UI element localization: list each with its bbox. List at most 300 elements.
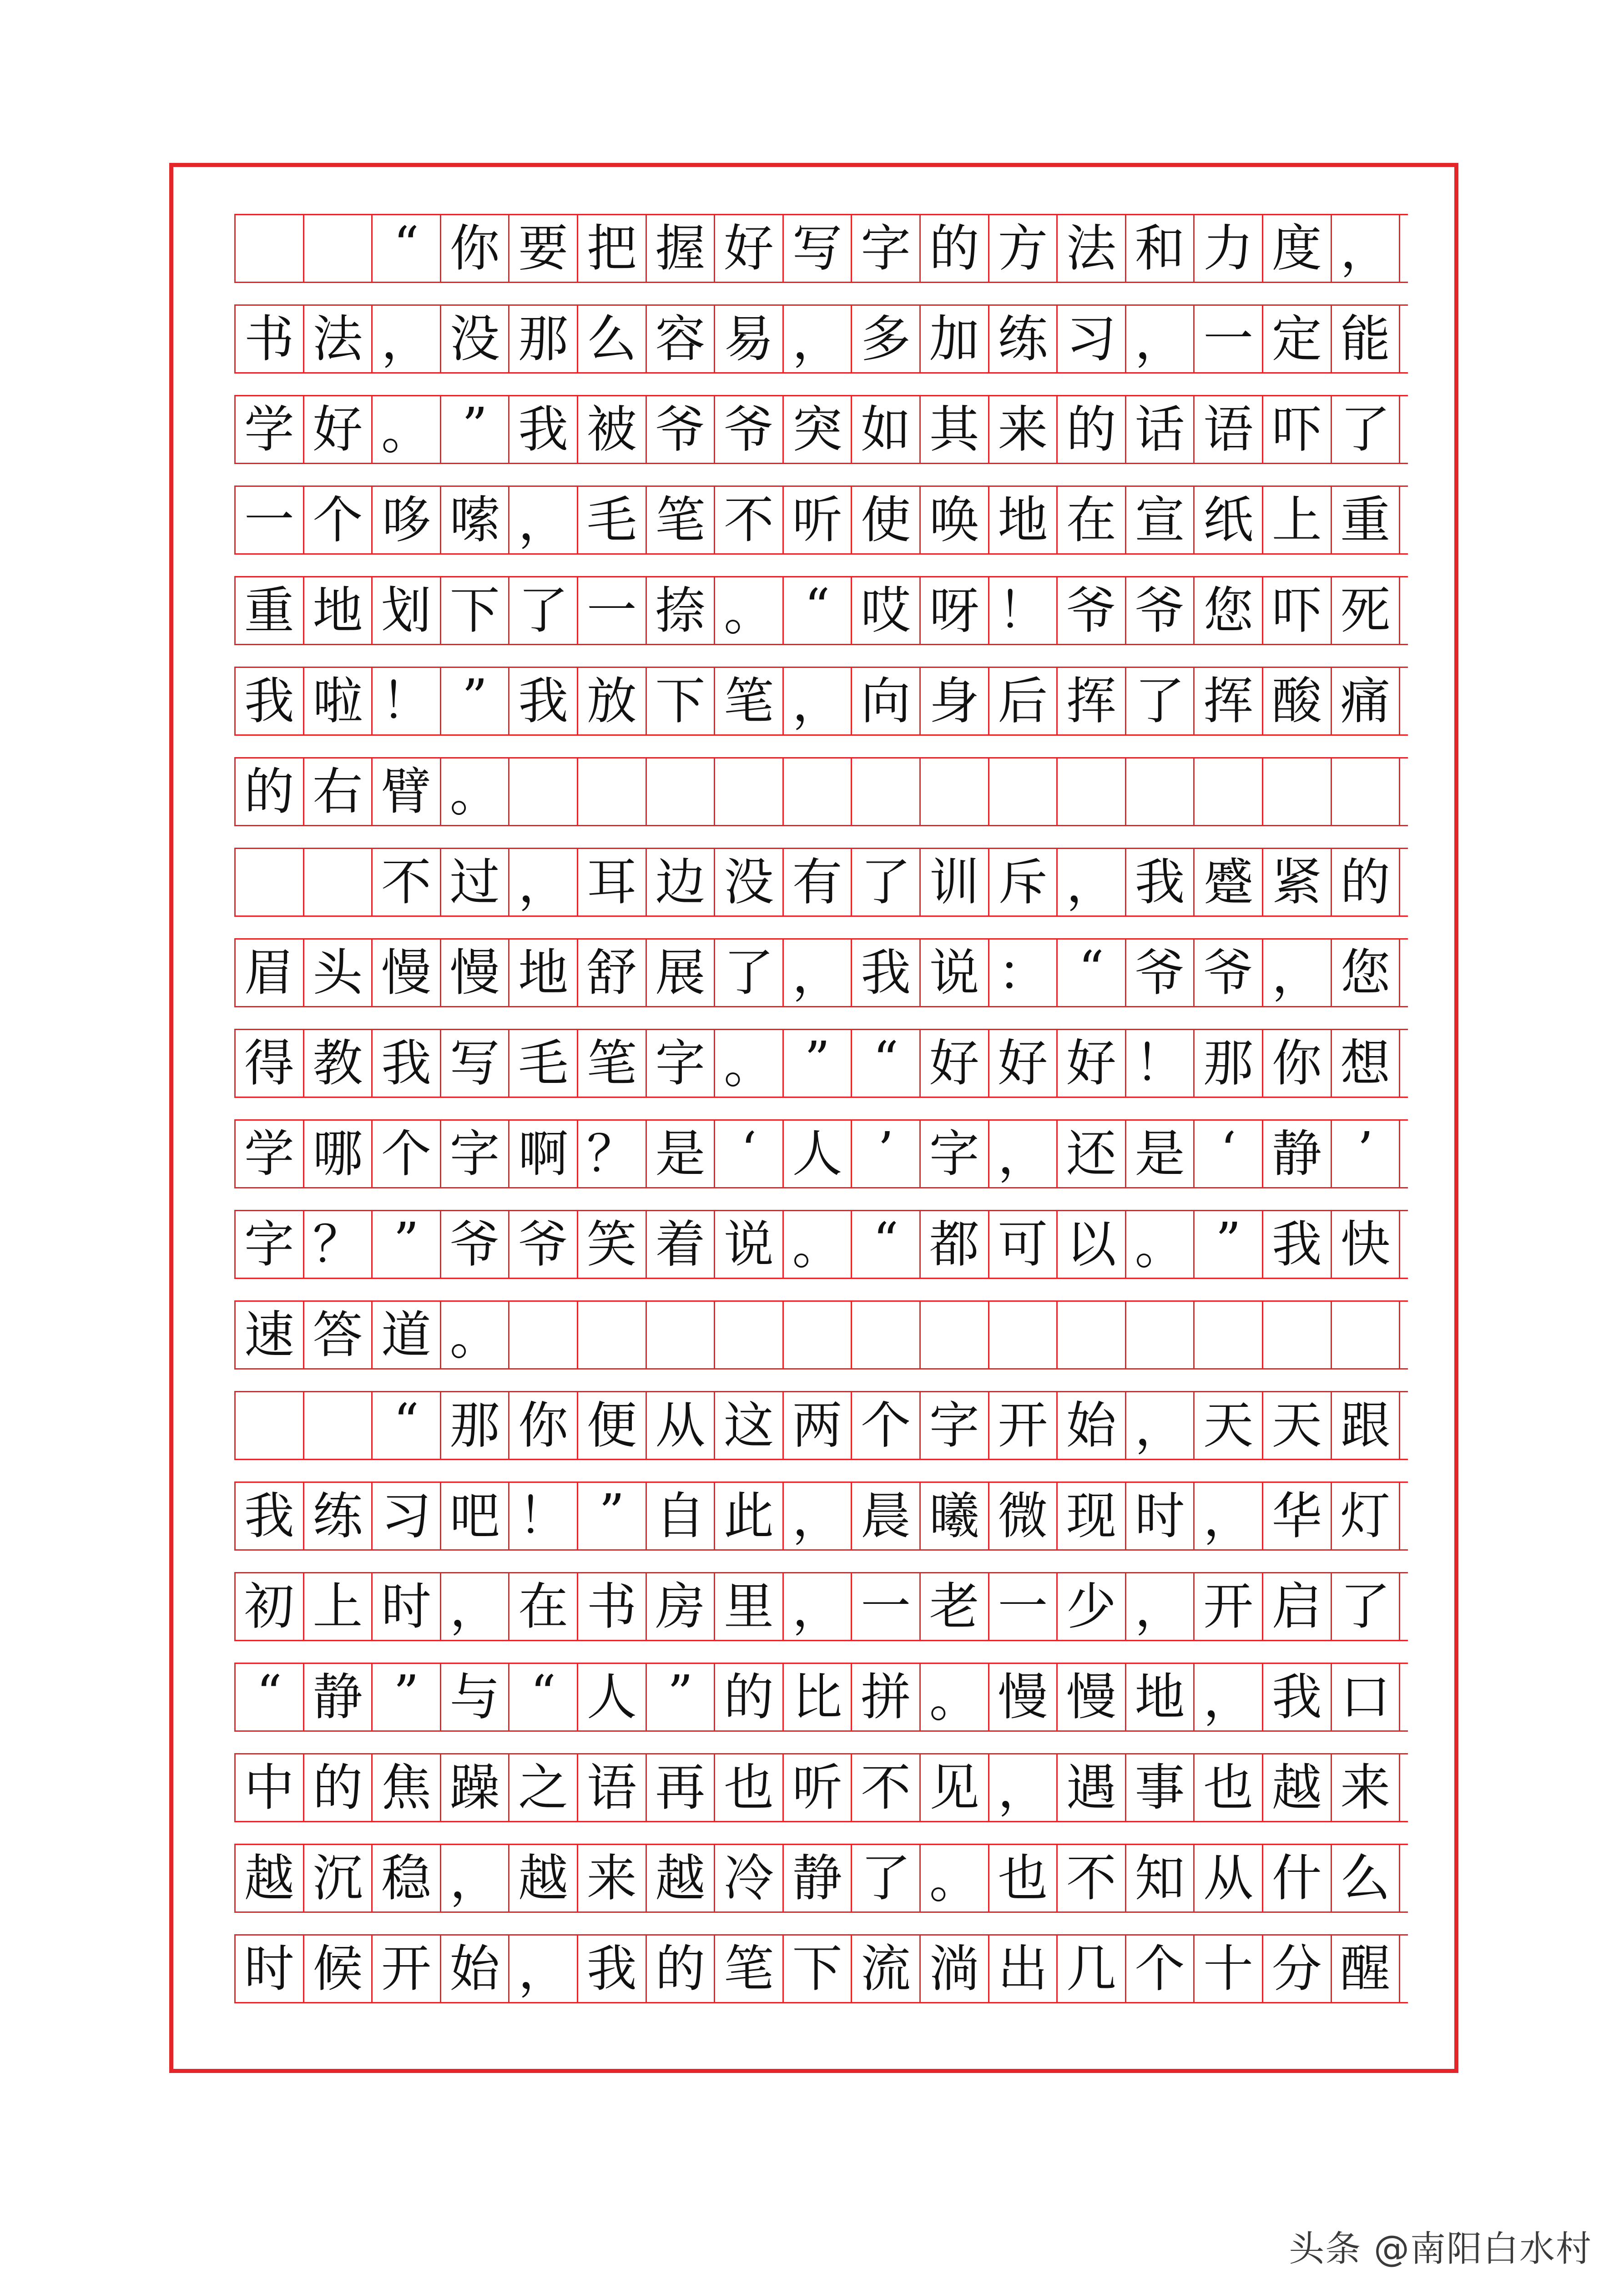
grid-cell: 天 xyxy=(1263,1392,1332,1459)
grid-cell: 把 xyxy=(578,215,647,282)
grid-cell: 见 xyxy=(921,1754,989,1821)
grid-cell: 过 xyxy=(441,849,510,915)
grid-cell: 后 xyxy=(989,668,1058,734)
grid-cell: 人 xyxy=(578,1664,647,1730)
grid-cell: 的 xyxy=(1058,396,1126,463)
grid-cell: 几 xyxy=(1058,1936,1126,2002)
grid-cell: 我 xyxy=(509,396,578,463)
grid-cell: 那 xyxy=(1195,1030,1263,1097)
grid-cell: 不 xyxy=(715,487,784,553)
grid-cell xyxy=(989,1302,1058,1368)
grid-cell: 。 xyxy=(1126,1211,1195,1278)
grid-cell: 慢 xyxy=(441,940,510,1006)
grid-cell: ？ xyxy=(578,1121,647,1187)
grid-cell: 毛 xyxy=(578,487,647,553)
grid-cell: 开 xyxy=(1195,1573,1263,1640)
grid-cell: 都 xyxy=(921,1211,989,1278)
grid-cell: 越 xyxy=(1263,1754,1332,1821)
grid-cell: 方 xyxy=(989,215,1058,282)
grid-cell: 。 xyxy=(441,758,510,825)
grid-cell: 灯 xyxy=(1332,1483,1401,1549)
grid-cell: 右 xyxy=(304,758,373,825)
grid-cell xyxy=(578,1302,647,1368)
grid-cell: 耳 xyxy=(578,849,647,915)
grid-cell: ‘ xyxy=(715,1121,784,1187)
grid-cell xyxy=(989,758,1058,825)
grid-cell: 的 xyxy=(921,215,989,282)
grid-cell: 哎 xyxy=(852,577,921,644)
grid-cell: 时 xyxy=(1126,1483,1195,1549)
grid-cell: 笔 xyxy=(715,1936,784,2002)
grid-cell: 一 xyxy=(852,1573,921,1640)
grid-cell: 向 xyxy=(852,668,921,734)
grid-cell: 我 xyxy=(1126,849,1195,915)
grid-cell: ！ xyxy=(509,1483,578,1549)
grid-cell: 爷 xyxy=(1126,940,1195,1006)
grid-cell: ’ xyxy=(852,1121,921,1187)
grid-cell: 跟 xyxy=(1332,1392,1401,1459)
grid-cell: 。 xyxy=(921,1845,989,1911)
grid-cell: 微 xyxy=(989,1483,1058,1549)
grid-cell: ‘ xyxy=(1195,1121,1263,1187)
grid-cell: 习 xyxy=(373,1483,441,1549)
grid-cell xyxy=(578,758,647,825)
grid-cell: 斥 xyxy=(989,849,1058,915)
grid-cell: 捺 xyxy=(647,577,716,644)
grid-cell: 重 xyxy=(1332,487,1401,553)
grid-cell: ， xyxy=(784,1483,852,1549)
grid-cell: 加 xyxy=(921,306,989,372)
grid-cell: ， xyxy=(989,1121,1058,1187)
grid-cell: 地 xyxy=(304,577,373,644)
grid-cell: 多 xyxy=(852,306,921,372)
grid-cell: 法 xyxy=(1058,215,1126,282)
grid-cell: 那 xyxy=(509,306,578,372)
grid-row xyxy=(234,1753,1408,1822)
grid-cell: 训 xyxy=(921,849,989,915)
grid-cell: 这 xyxy=(715,1392,784,1459)
grid-cell: ， xyxy=(1195,1483,1263,1549)
grid-cell: ， xyxy=(1195,1664,1263,1730)
grid-row xyxy=(234,757,1408,826)
grid-cell: 啊 xyxy=(509,1121,578,1187)
grid-cell: “ xyxy=(373,1392,441,1459)
grid-cell: 紧 xyxy=(1263,849,1332,915)
grid-cell: 答 xyxy=(304,1302,373,1368)
grid-cell: 地 xyxy=(1126,1664,1195,1730)
grid-cell xyxy=(1332,1302,1401,1368)
grid-cell: 中 xyxy=(236,1754,304,1821)
grid-cell: 现 xyxy=(1058,1483,1126,1549)
grid-cell: 字 xyxy=(921,1392,989,1459)
grid-cell: ， xyxy=(373,306,441,372)
grid-cell: “ xyxy=(852,1030,921,1097)
grid-cell: 可 xyxy=(989,1211,1058,1278)
grid-cell: 好 xyxy=(989,1030,1058,1097)
grid-cell: 挥 xyxy=(1195,668,1263,734)
grid-cell xyxy=(852,758,921,825)
grid-cell: ， xyxy=(1332,215,1401,282)
grid-cell: 焦 xyxy=(373,1754,441,1821)
grid-cell: 慢 xyxy=(373,940,441,1006)
grid-cell: 边 xyxy=(647,849,716,915)
grid-cell: 好 xyxy=(1058,1030,1126,1097)
grid-cell: 说 xyxy=(921,940,989,1006)
grid-cell: 个 xyxy=(373,1121,441,1187)
grid-cell: 两 xyxy=(784,1392,852,1459)
grid-cell: 爷 xyxy=(1195,940,1263,1006)
grid-cell: 流 xyxy=(852,1936,921,2002)
grid-cell xyxy=(304,849,373,915)
grid-cell: 么 xyxy=(1332,1845,1401,1911)
grid-cell: “ xyxy=(373,215,441,282)
grid-cell: 地 xyxy=(509,940,578,1006)
grid-cell: 与 xyxy=(441,1664,510,1730)
grid-cell: 里 xyxy=(715,1573,784,1640)
grid-cell: 和 xyxy=(1126,215,1195,282)
grid-cell: 握 xyxy=(647,215,716,282)
grid-cell: 有 xyxy=(784,849,852,915)
grid-cell: 了 xyxy=(715,940,784,1006)
grid-cell: 来 xyxy=(578,1845,647,1911)
grid-cell: 您 xyxy=(1332,940,1401,1006)
grid-cell xyxy=(236,849,304,915)
grid-cell: 呀 xyxy=(921,577,989,644)
grid-cell: 您 xyxy=(1195,577,1263,644)
grid-cell: 口 xyxy=(1332,1664,1401,1730)
grid-cell: 了 xyxy=(1126,668,1195,734)
grid-row xyxy=(234,938,1408,1007)
grid-cell xyxy=(1263,1302,1332,1368)
grid-row xyxy=(234,1481,1408,1551)
grid-row xyxy=(234,485,1408,555)
grid-cell: 慢 xyxy=(1058,1664,1126,1730)
grid-cell: 你 xyxy=(441,215,510,282)
manuscript-grid xyxy=(234,214,1408,2025)
grid-cell: 痛 xyxy=(1332,668,1401,734)
grid-cell: 死 xyxy=(1332,577,1401,644)
grid-cell: 臂 xyxy=(373,758,441,825)
grid-cell: 始 xyxy=(1058,1392,1126,1459)
grid-cell: 躁 xyxy=(441,1754,510,1821)
grid-cell: ： xyxy=(989,940,1058,1006)
grid-cell: 遇 xyxy=(1058,1754,1126,1821)
grid-cell: 不 xyxy=(373,849,441,915)
grid-cell: 好 xyxy=(921,1030,989,1097)
grid-row xyxy=(234,1663,1408,1732)
grid-cell: 在 xyxy=(1058,487,1126,553)
grid-cell: 重 xyxy=(236,577,304,644)
grid-cell: 事 xyxy=(1126,1754,1195,1821)
grid-cell: 天 xyxy=(1195,1392,1263,1459)
grid-cell: 眉 xyxy=(236,940,304,1006)
grid-cell: 定 xyxy=(1263,306,1332,372)
grid-cell xyxy=(784,758,852,825)
grid-cell: 吧 xyxy=(441,1483,510,1549)
grid-cell: 字 xyxy=(921,1121,989,1187)
grid-cell: 初 xyxy=(236,1573,304,1640)
grid-cell: 再 xyxy=(647,1754,716,1821)
grid-cell xyxy=(1058,1302,1126,1368)
grid-cell xyxy=(715,1302,784,1368)
grid-cell: 华 xyxy=(1263,1483,1332,1549)
grid-cell: 笔 xyxy=(715,668,784,734)
grid-cell: 其 xyxy=(921,396,989,463)
grid-cell: 了 xyxy=(852,1845,921,1911)
grid-cell xyxy=(1263,758,1332,825)
grid-cell: ” xyxy=(441,668,510,734)
grid-cell xyxy=(1126,1302,1195,1368)
grid-cell xyxy=(1058,758,1126,825)
grid-cell: ， xyxy=(509,487,578,553)
grid-cell: “ xyxy=(1058,940,1126,1006)
grid-cell: 的 xyxy=(715,1664,784,1730)
grid-cell xyxy=(236,215,304,282)
grid-cell: ” xyxy=(578,1483,647,1549)
grid-cell: 了 xyxy=(1332,396,1401,463)
grid-cell: 了 xyxy=(1332,1573,1401,1640)
grid-cell: 一 xyxy=(1195,306,1263,372)
grid-cell: 哪 xyxy=(304,1121,373,1187)
grid-cell: 个 xyxy=(304,487,373,553)
grid-cell: 笔 xyxy=(647,487,716,553)
grid-cell: 吓 xyxy=(1263,577,1332,644)
grid-cell: 。 xyxy=(373,396,441,463)
grid-cell: 我 xyxy=(1263,1211,1332,1278)
grid-cell: 稳 xyxy=(373,1845,441,1911)
grid-cell: 了 xyxy=(509,577,578,644)
grid-cell: 我 xyxy=(509,668,578,734)
grid-cell: 了 xyxy=(852,849,921,915)
grid-cell: 什 xyxy=(1263,1845,1332,1911)
grid-cell: 没 xyxy=(715,849,784,915)
grid-cell: 静 xyxy=(304,1664,373,1730)
grid-cell: 的 xyxy=(647,1936,716,2002)
grid-cell: 此 xyxy=(715,1483,784,1549)
grid-cell: 时 xyxy=(373,1573,441,1640)
grid-row xyxy=(234,667,1408,736)
grid-cell: 能 xyxy=(1332,306,1401,372)
grid-cell: 爷 xyxy=(509,1211,578,1278)
grid-cell: 容 xyxy=(647,306,716,372)
grid-cell: 候 xyxy=(304,1936,373,2002)
grid-cell: 听 xyxy=(784,1754,852,1821)
grid-cell: 力 xyxy=(1195,215,1263,282)
grid-row xyxy=(234,214,1408,283)
grid-cell: 我 xyxy=(852,940,921,1006)
grid-cell: 。 xyxy=(784,1211,852,1278)
grid-cell: 如 xyxy=(852,396,921,463)
grid-cell xyxy=(236,1392,304,1459)
grid-cell: 唤 xyxy=(921,487,989,553)
grid-cell: 写 xyxy=(784,215,852,282)
grid-cell: 爷 xyxy=(1126,577,1195,644)
grid-cell: 是 xyxy=(647,1121,716,1187)
grid-cell: 始 xyxy=(441,1936,510,2002)
grid-cell: ” xyxy=(441,396,510,463)
grid-cell: ？ xyxy=(304,1211,373,1278)
grid-cell: 老 xyxy=(921,1573,989,1640)
grid-cell: 一 xyxy=(578,577,647,644)
grid-cell: 越 xyxy=(236,1845,304,1911)
grid-row xyxy=(234,395,1408,464)
grid-cell: 语 xyxy=(1195,396,1263,463)
grid-cell: 越 xyxy=(647,1845,716,1911)
grid-cell: 还 xyxy=(1058,1121,1126,1187)
grid-cell: 自 xyxy=(647,1483,716,1549)
grid-cell xyxy=(921,1302,989,1368)
grid-cell: 毛 xyxy=(509,1030,578,1097)
grid-cell: ” xyxy=(373,1211,441,1278)
grid-cell: 来 xyxy=(1332,1754,1401,1821)
grid-cell: 醒 xyxy=(1332,1936,1401,2002)
grid-cell: 学 xyxy=(236,396,304,463)
grid-cell: 少 xyxy=(1058,1573,1126,1640)
grid-cell: 得 xyxy=(236,1030,304,1097)
grid-cell: ” xyxy=(647,1664,716,1730)
grid-cell: 。 xyxy=(715,577,784,644)
grid-row xyxy=(234,1572,1408,1641)
grid-row xyxy=(234,1210,1408,1279)
grid-cell: 冷 xyxy=(715,1845,784,1911)
grid-cell: 哆 xyxy=(373,487,441,553)
grid-cell: 练 xyxy=(304,1483,373,1549)
grid-cell: ， xyxy=(784,668,852,734)
grid-cell: 以 xyxy=(1058,1211,1126,1278)
grid-cell: 我 xyxy=(236,1483,304,1549)
grid-cell: 晨 xyxy=(852,1483,921,1549)
grid-cell: ， xyxy=(989,1754,1058,1821)
grid-cell: 吓 xyxy=(1263,396,1332,463)
grid-cell: ， xyxy=(1126,1573,1195,1640)
grid-row xyxy=(234,1844,1408,1913)
grid-cell: 淌 xyxy=(921,1936,989,2002)
grid-cell: 知 xyxy=(1126,1845,1195,1911)
grid-cell: 想 xyxy=(1332,1030,1401,1097)
grid-cell: 不 xyxy=(852,1754,921,1821)
grid-cell: ！ xyxy=(373,668,441,734)
grid-cell: 我 xyxy=(373,1030,441,1097)
grid-cell: “ xyxy=(784,577,852,644)
grid-cell xyxy=(715,758,784,825)
grid-cell: 人 xyxy=(784,1121,852,1187)
grid-cell: 听 xyxy=(784,487,852,553)
grid-cell: 那 xyxy=(441,1392,510,1459)
grid-cell: 也 xyxy=(1195,1754,1263,1821)
grid-cell xyxy=(852,1302,921,1368)
grid-cell: ， xyxy=(784,306,852,372)
grid-cell: 我 xyxy=(578,1936,647,2002)
grid-cell: 快 xyxy=(1332,1211,1401,1278)
grid-cell: 。 xyxy=(441,1302,510,1368)
grid-cell: 我 xyxy=(1263,1664,1332,1730)
grid-cell: 舒 xyxy=(578,940,647,1006)
grid-cell: 静 xyxy=(784,1845,852,1911)
grid-cell: 没 xyxy=(441,306,510,372)
grid-cell: 便 xyxy=(578,1392,647,1459)
grid-cell: 沉 xyxy=(304,1845,373,1911)
grid-row xyxy=(234,1029,1408,1098)
grid-cell: 教 xyxy=(304,1030,373,1097)
grid-cell: 之 xyxy=(509,1754,578,1821)
grid-cell: 着 xyxy=(647,1211,716,1278)
grid-cell xyxy=(304,1392,373,1459)
grid-cell: 下 xyxy=(647,668,716,734)
grid-cell: 蹙 xyxy=(1195,849,1263,915)
grid-cell: 的 xyxy=(1332,849,1401,915)
grid-cell: 易 xyxy=(715,306,784,372)
grid-cell: 我 xyxy=(236,668,304,734)
grid-cell: 爷 xyxy=(441,1211,510,1278)
grid-cell xyxy=(784,1302,852,1368)
grid-cell: ！ xyxy=(989,577,1058,644)
grid-cell: ， xyxy=(441,1845,510,1911)
grid-cell: 笔 xyxy=(578,1030,647,1097)
grid-row xyxy=(234,1300,1408,1370)
grid-cell: 从 xyxy=(647,1392,716,1459)
grid-cell: 好 xyxy=(304,396,373,463)
grid-cell: ， xyxy=(509,1936,578,2002)
grid-cell: 学 xyxy=(236,1121,304,1187)
watermark: 头条 @南阳白水村 xyxy=(1289,2229,1592,2270)
grid-cell: 你 xyxy=(1263,1030,1332,1097)
grid-cell: “ xyxy=(509,1664,578,1730)
grid-cell: 爷 xyxy=(647,396,716,463)
grid-cell: “ xyxy=(236,1664,304,1730)
grid-cell: 静 xyxy=(1263,1121,1332,1187)
grid-row xyxy=(234,848,1408,917)
grid-cell: 突 xyxy=(784,396,852,463)
grid-cell: 身 xyxy=(921,668,989,734)
grid-cell: 在 xyxy=(509,1573,578,1640)
grid-cell: 划 xyxy=(373,577,441,644)
grid-cell: 挥 xyxy=(1058,668,1126,734)
grid-cell: 语 xyxy=(578,1754,647,1821)
grid-cell: 的 xyxy=(304,1754,373,1821)
grid-cell: ， xyxy=(784,940,852,1006)
grid-cell: 上 xyxy=(304,1573,373,1640)
grid-cell: 头 xyxy=(304,940,373,1006)
grid-cell xyxy=(509,1302,578,1368)
grid-cell: 出 xyxy=(989,1936,1058,2002)
grid-cell: ！ xyxy=(1126,1030,1195,1097)
grid-cell: 启 xyxy=(1263,1573,1332,1640)
grid-cell xyxy=(1332,758,1401,825)
grid-row xyxy=(234,1119,1408,1188)
grid-cell: 度 xyxy=(1263,215,1332,282)
grid-cell: 爷 xyxy=(715,396,784,463)
grid-cell xyxy=(304,215,373,282)
grid-cell: 拼 xyxy=(852,1664,921,1730)
grid-cell: 来 xyxy=(989,396,1058,463)
grid-cell: 不 xyxy=(1058,1845,1126,1911)
grid-cell: 道 xyxy=(373,1302,441,1368)
grid-cell: ” xyxy=(1195,1211,1263,1278)
grid-cell: 书 xyxy=(578,1573,647,1640)
grid-row xyxy=(234,1391,1408,1460)
grid-cell: 书 xyxy=(236,306,304,372)
grid-cell: ” xyxy=(784,1030,852,1097)
grid-row xyxy=(234,304,1408,374)
grid-cell: 使 xyxy=(852,487,921,553)
grid-cell: ， xyxy=(1058,849,1126,915)
grid-cell: 字 xyxy=(236,1211,304,1278)
grid-cell: 嗦 xyxy=(441,487,510,553)
grid-cell: 房 xyxy=(647,1573,716,1640)
grid-cell: 话 xyxy=(1126,396,1195,463)
grid-cell xyxy=(1126,758,1195,825)
grid-cell: 。 xyxy=(921,1664,989,1730)
